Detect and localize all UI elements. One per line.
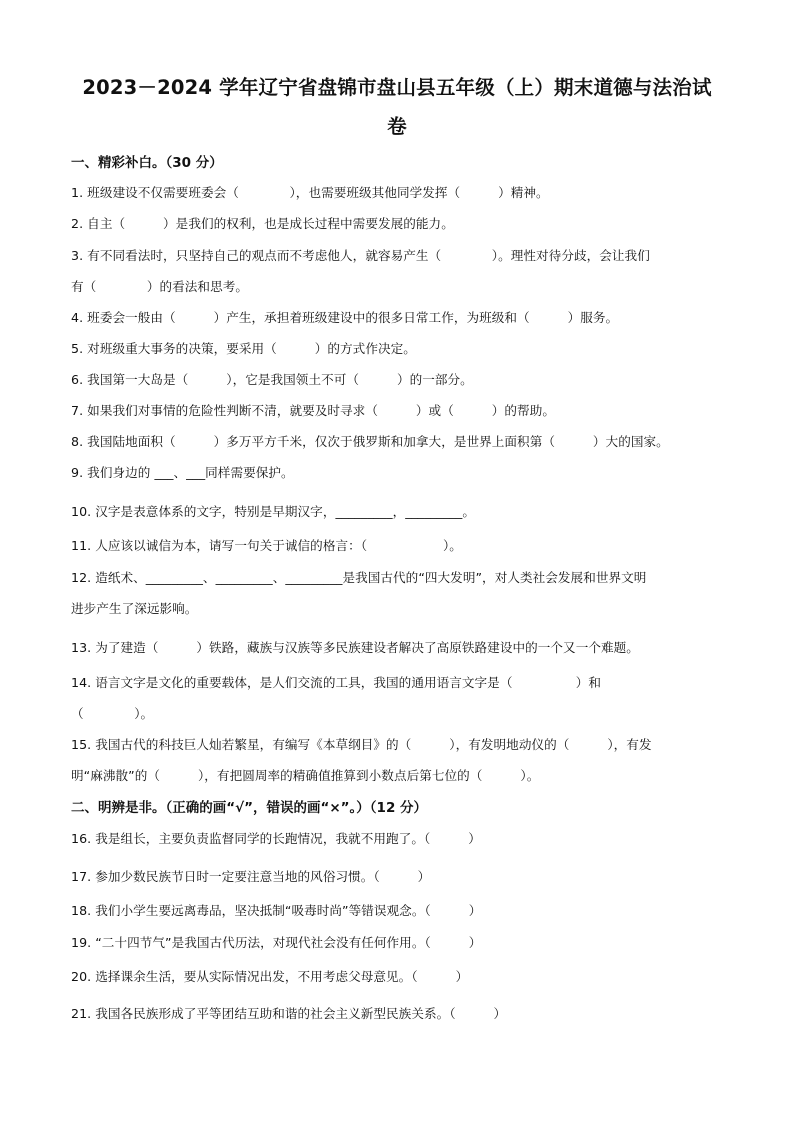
question-2: 2. 自主（ ）是我们的权利，也是成长过程中需要发展的能力。 xyxy=(71,216,454,231)
question-14: 14. 语言文字是文化的重要载体，是人们交流的工具，我国的通用语言文字是（ ）和 xyxy=(71,675,601,690)
question-6: 6. 我国第一大岛是（ ），它是我国领土不可（ ）的一部分。 xyxy=(71,372,473,387)
question-3: 3. 有不同看法时，只坚持自己的观点而不考虑他人，就容易产生（ ）。理性对待分歧，会让我们 xyxy=(71,248,650,263)
section-heading-true-false: 二、明辨是非。（正确的画“√”，错误的画“×”。）（12 分） xyxy=(71,800,428,816)
question-16: 16. 我是组长，主要负责监督同学的长跑情况，我就不用跑了。（ ） xyxy=(71,831,481,846)
question-21: 21. 我国各民族形成了平等团结互助和谐的社会主义新型民族关系。（ ） xyxy=(71,1006,507,1021)
question-3-continued: 有（ ）的看法和思考。 xyxy=(71,279,249,294)
question-7: 7. 如果我们对事情的危险性判断不清，就要及时寻求（ ）或（ ）的帮助。 xyxy=(71,403,555,418)
exam-title-line-2: 卷 xyxy=(387,115,407,138)
question-9: 9. 我们身边的 ___、___同样需要保护。 xyxy=(71,465,294,480)
question-1: 1. 班级建设不仅需要班委会（ ），也需要班级其他同学发挥（ ）精神。 xyxy=(71,185,549,200)
question-12-continued: 进步产生了深远影响。 xyxy=(71,601,198,616)
question-5: 5. 对班级重大事务的决策，要采用（ ）的方式作决定。 xyxy=(71,341,416,356)
question-11: 11. 人应该以诚信为本，请写一句关于诚信的格言：（ ）。 xyxy=(71,538,462,553)
question-17: 17. 参加少数民族节日时一定要注意当地的风俗习惯。（ ） xyxy=(71,869,431,884)
question-13: 13. 为了建造（ ）铁路，藏族与汉族等多民族建设者解决了高原铁路建设中的一个又一个难题。 xyxy=(71,640,639,655)
question-10: 10. 汉字是表意体系的文字，特别是早期汉字，_________，_________。 xyxy=(71,504,475,519)
question-8: 8. 我国陆地面积（ ）多万平方千米，仅次于俄罗斯和加拿大，是世界上面积第（ ）大的国家。 xyxy=(71,434,669,449)
question-4: 4. 班委会一般由（ ）产生，承担着班级建设中的很多日常工作，为班级和（ ）服务。 xyxy=(71,310,619,325)
section-heading-fill-in: 一、精彩补白。（30 分） xyxy=(71,155,223,171)
question-20: 20. 选择课余生活，要从实际情况出发，不用考虑父母意见。（ ） xyxy=(71,969,469,984)
exam-title-line-1: 2023－2024 学年辽宁省盘锦市盘山县五年级（上）期末道德与法治试 xyxy=(82,76,712,99)
question-18: 18. 我们小学生要远离毒品，坚决抵制“吸毒时尚”等错误观念。（ ） xyxy=(71,903,482,918)
question-15-continued: 明“麻沸散”的（ ），有把圆周率的精确值推算到小数点后第七位的（ ）。 xyxy=(71,768,540,783)
question-12: 12. 造纸术、_________、_________、_________是我国古代的“四大发明”，对人类社会发展和世界文明 xyxy=(71,570,647,585)
question-15: 15. 我国古代的科技巨人灿若繁星，有编写《本草纲目》的（ ），有发明地动仪的（ ），有发 xyxy=(71,737,652,752)
question-19: 19. “二十四节气”是我国古代历法，对现代社会没有任何作用。（ ） xyxy=(71,935,482,950)
question-14-continued: （ ）。 xyxy=(71,706,154,721)
